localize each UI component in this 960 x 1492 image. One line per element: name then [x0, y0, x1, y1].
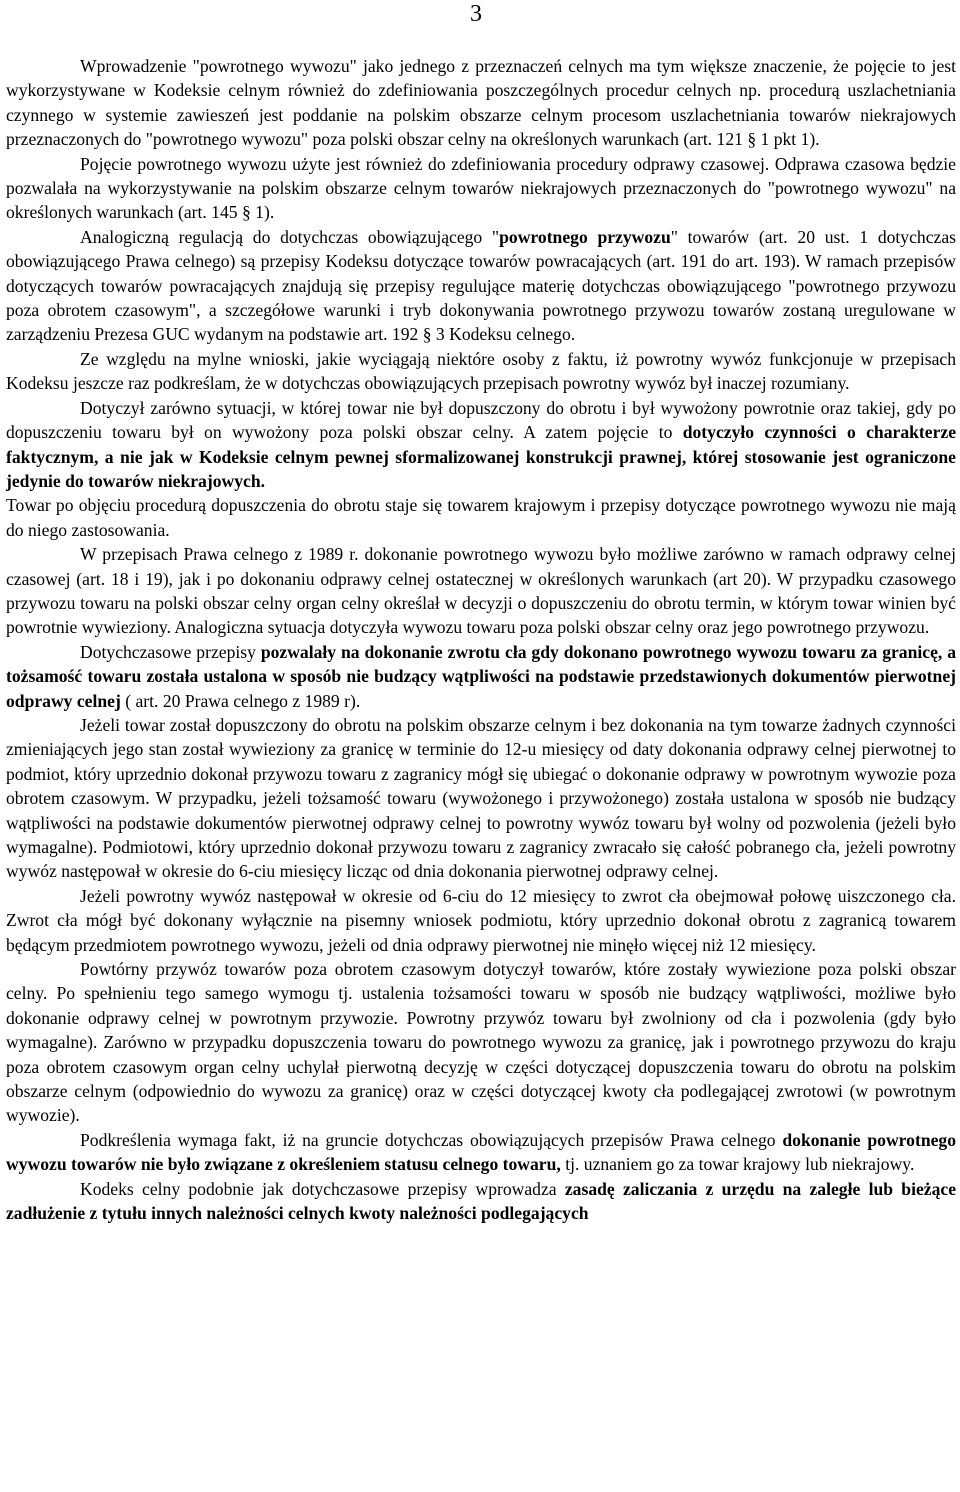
paragraph [6, 1177, 956, 1226]
bold-text-segment: powrotnego przywozu [499, 226, 671, 247]
bold-text-segment: pozwalały na dokonanie zwrotu cła gdy dokonano powrotnego wywozu towaru za granicę, a tożsamość towaru została ustalona w sposób nie budzący wątpliwości na podstawie przedstawionych dokumentów pierwotnej odprawy celnej [6, 641, 957, 711]
text-segment: Dotychczasowe przepisy [80, 641, 261, 662]
text-segment: Towar po objęciu procedurą dopuszczenia do obrotu staje się towarem krajowym i przepisy dotyczące powrotnego wywozu nie mają do niego zastosowania. [6, 495, 956, 540]
paragraph [6, 347, 956, 396]
paragraph [6, 152, 956, 225]
paragraph [6, 713, 956, 884]
paragraph [6, 493, 956, 542]
paragraph [6, 957, 956, 1128]
text-segment: Powtórny przywóz towarów poza obrotem czasowym dotyczył towarów, które zostały wywiezione poza polski obszar celny. Po spełnieniu tego samego wymogu tj. ustalenia tożsamości towaru w sposób nie budzący wątpliwości, możliwe było dokonanie odprawy celnej w powrotnym przywozie. Powrotny przywóz towaru był zwolniony od cła i pozwolenia (gdy było wymagalne). Zarówno w przypadku dopuszczenia towaru do powrotnego wywozu za granicę, jak i powrotnego przywozu do kraju poza obrotem czasowym organ celny uchylał pierwotną decyzję w części dotyczącej dopuszczenia towaru do obrotu na polskim obszarze celnym (odpowiednio do wywozu za granicę) oraz w części dotyczącej kwoty cła podlegającej zwrotowi (w powrotnym wywozie). [6, 959, 956, 1126]
bold-text-segment: dotyczyło czynności o charakterze faktycznym, a nie jak w Kodeksie celnym pewnej sformalizowanej konstrukcji prawnej, której stosowanie jest ograniczone jedynie do towarów niekrajowych. [6, 422, 956, 491]
paragraph [6, 640, 956, 713]
paragraph [6, 225, 956, 347]
text-segment: tj. uznaniem go za towar krajowy lub niekrajowy. [560, 1154, 915, 1175]
document-body [6, 54, 956, 1226]
text-segment: Podkreślenia wymaga fakt, iż na gruncie dotychczas obowiązujących przepisów Prawa celnego [80, 1129, 783, 1150]
text-segment: Jeżeli powrotny wywóz następował w okresie od 6-ciu do 12 miesięcy to zwrot cła obejmował połowę uiszczonego cła. Zwrot cła mógł być dokonany wyłącznie na pisemny wniosek podmiotu, który uprzednio dokonał obrotu z zagranicą towarem będącym przedmiotem powrotnego wywozu, jeżeli od dnia odprawy pierwotnej nie minęło więcej niż 12 miesięcy. [6, 885, 956, 955]
text-segment: W przepisach Prawa celnego z 1989 r. dokonanie powrotnego wywozu było możliwe zarówno w ramach odprawy celnej czasowej (art. 18 i 19), jak i po dokonaniu odprawy celnej ostatecznej w określonych warunkach (art 20). W przypadku czasowego przywozu towaru na polski obszar celny organ celny określał w decyzji o dopuszczeniu do obrotu termin, w którym towar winien być powrotnie wywieziony. Analogiczna sytuacja dotyczyła wywozu towaru poza polski obszar celny oraz jego powrotnego przywozu. [6, 544, 956, 638]
text-segment: " towarów (art. 20 ust. 1 dotychczas obowiązującego Prawa celnego) są przepisy Kodeksu dotyczące towarów powracających (art. 191 do art. 193). W ramach przepisów dotyczących towarów powracających znajdują się przepisy regulujące materię dotychczas obowiązującego "powrotnego przywozu poza obrotem czasowym", a szczegółowe warunki i tryb dokonywania powrotnego przywozu towarów zostaną uregulowane w zarządzeniu Prezesa GUC wydanym na podstawie art. 192 § 3 Kodeksu celnego. [6, 226, 956, 345]
bold-text-segment: zasadę zaliczania z urzędu na zaległe lub bieżące zadłużenie z tytułu innych należności celnych kwoty należności podlegających [6, 1178, 956, 1224]
paragraph [6, 396, 956, 494]
text-segment: Ze względu na mylne wnioski, jakie wyciągają niektóre osoby z faktu, iż powrotny wywóz funkcjonuje w przepisach Kodeksu jeszcze raz podkreślam, że w dotychczas obowiązujących przepisach powrotny wywóz był inaczej rozumiany. [6, 348, 956, 394]
text-segment: Wprowadzenie "powrotnego wywozu" jako jednego z przeznaczeń celnych ma tym większe znaczenie, że pojęcie to jest wykorzystywane w Kodeksie celnym również do zdefiniowania poszczególnych procedur celnych np. procedurą uszlachetniania czynnego w systemie zawieszeń jest poddanie na polskim obszarze celnym procesom uszlachetniania towarów niekrajowych przeznaczonych do "powrotnego wywozu" poza polski obszar celny na określonych warunkach (art. 121 § 1 pkt 1). [6, 56, 956, 150]
paragraph [6, 1128, 956, 1177]
text-segment: Kodeks celny podobnie jak dotychczasowe przepisy wprowadza [80, 1178, 565, 1199]
text-segment: Analogiczną regulacją do dotychczas obowiązującego " [80, 226, 500, 247]
paragraph [6, 884, 956, 957]
text-segment: Dotyczył zarówno sytuacji, w której towar nie był dopuszczony do obrotu i był wywożony powrotnie oraz takiej, gdy po dopuszczeniu towaru był on wywożony poza polski obszar celny. A zatem pojęcie to [6, 397, 956, 443]
page-number: 3 [470, 1, 482, 27]
paragraph [6, 54, 956, 152]
text-segment: Jeżeli towar został dopuszczony do obrotu na polskim obszarze celnym i bez dokonania na tym towarze żadnych czynności zmieniających jego stan został wywieziony za granicę w terminie do 12-u miesięcy od daty dokonania odprawy celnej pierwotnej to podmiot, który uprzednio dokonał przywozu towaru z zagranicy mógł się ubiegać o dokonanie odprawy w powrotnym wywozie poza obrotem czasowym. W przypadku, jeżeli tożsamość towaru (wywożonego i przywożonego) została ustalona w sposób nie budzący wątpliwości na podstawie dokumentów pierwotnej odprawy celnej to powrotny wywóz towaru był wolny od pozwolenia (jeżeli było wymagalne). Podmiotowi, który uprzednio dokonał przywozu towaru z zagranicy zwracało się całość pobranego cła, jeżeli powrotny wywóz następował w okresie do 6-ciu miesięcy licząc od dnia dokonania pierwotnej odprawy celnej. [6, 714, 956, 882]
text-segment: ( art. 20 Prawa celnego z 1989 r). [120, 690, 361, 711]
paragraph [6, 542, 956, 640]
text-segment: Pojęcie powrotnego wywozu użyte jest również do zdefiniowania procedury odprawy czasowej. Odprawa czasowa będzie pozwalała na wykorzystywanie na polskim obszarze celnym towarów niekrajowych przeznaczonych do "powrotnego wywozu" na określonych warunkach (art. 145 § 1). [6, 153, 956, 223]
bold-text-segment: dokonanie powrotnego wywozu towarów nie było związane z określeniem statusu celnego towaru, [6, 1129, 957, 1175]
